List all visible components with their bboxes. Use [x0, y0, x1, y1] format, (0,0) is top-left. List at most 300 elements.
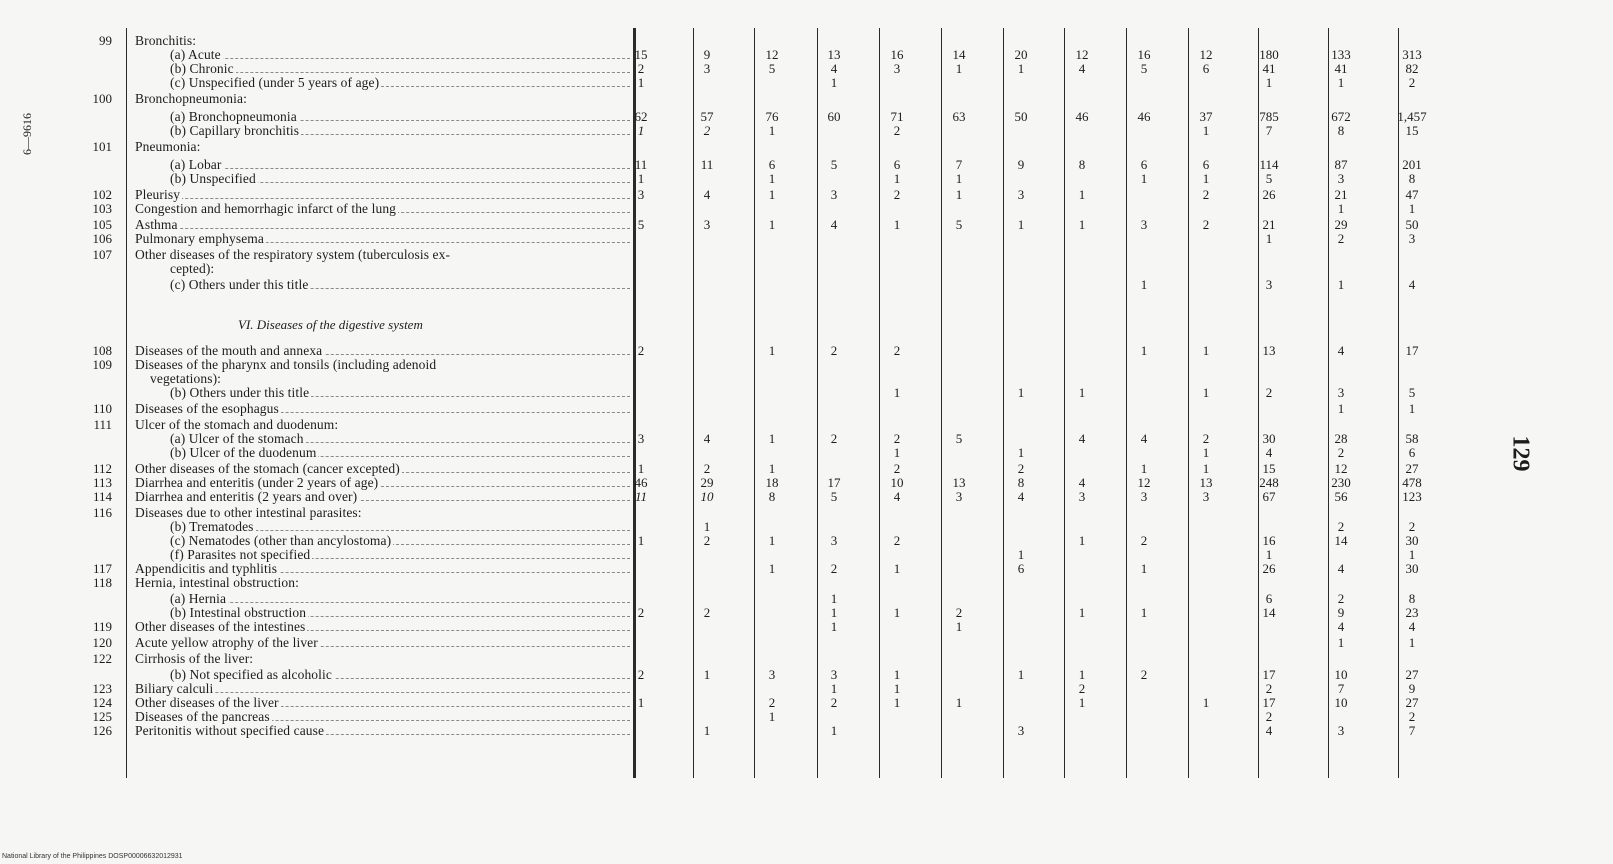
table-cell: 30	[1405, 561, 1419, 576]
table-cell: 3	[1337, 385, 1345, 400]
table-cell: 11	[634, 157, 648, 172]
table-cell: 1	[1078, 217, 1086, 232]
table-cell: 2	[1337, 445, 1345, 460]
row-label: Hernia, intestinal obstruction:	[135, 576, 299, 590]
table-cell: 6	[768, 157, 776, 172]
row-code: 117	[92, 561, 112, 576]
table-cell: 3	[1337, 723, 1345, 738]
table-row	[0, 76, 1613, 90]
table-cell: 1	[830, 605, 838, 620]
row-label: Diseases due to other intestinal parasites:	[135, 506, 362, 520]
table-cell: 10	[890, 475, 904, 490]
table-cell: 180	[1259, 47, 1279, 62]
table-cell: 13	[827, 47, 841, 62]
table-cell: 58	[1405, 431, 1419, 446]
table-cell: 1	[893, 605, 901, 620]
row-code: 114	[92, 489, 112, 504]
table-cell: 478	[1402, 475, 1422, 490]
table-cell: 5	[830, 157, 838, 172]
table-cell: 1	[1408, 547, 1416, 562]
table-cell: 29	[1334, 217, 1348, 232]
table-cell: 30	[1405, 533, 1419, 548]
row-code: 123	[92, 681, 112, 696]
row-code: 105	[92, 217, 112, 232]
table-cell: 1	[1140, 171, 1148, 186]
row-label: (b) Not specified as alcoholic	[170, 668, 332, 682]
table-cell: 1	[1337, 635, 1345, 650]
row-label: Ulcer of the stomach and duodenum:	[135, 418, 339, 432]
table-cell: 2	[1140, 533, 1148, 548]
table-cell: 2	[1265, 681, 1273, 696]
table-cell: 60	[827, 109, 841, 124]
table-cell: 1	[1140, 561, 1148, 576]
table-cell: 1	[955, 61, 963, 76]
row-code: 109	[92, 357, 112, 372]
table-cell: 3	[1078, 489, 1086, 504]
row-label: Acute yellow atrophy of the liver	[135, 636, 318, 650]
table-cell: 1	[768, 171, 776, 186]
row-label: Peritonitis without specified cause	[135, 724, 325, 738]
table-cell: 5	[768, 61, 776, 76]
table-cell: 3	[1017, 187, 1025, 202]
table-cell: 4	[703, 187, 711, 202]
table-cell: 6	[1408, 445, 1416, 460]
table-cell: 2	[637, 343, 645, 358]
table-row	[0, 490, 1613, 504]
table-cell: 1	[1202, 461, 1210, 476]
table-row	[0, 278, 1613, 292]
table-cell: 3	[1017, 723, 1025, 738]
table-cell: 2	[1408, 709, 1416, 724]
table-cell: 1	[637, 75, 645, 90]
table-cell: 2	[830, 695, 838, 710]
footer-text: National Library of the Philippines DOSP00006632012931	[2, 853, 183, 860]
table-cell: 13	[952, 475, 966, 490]
table-cell: 2	[637, 605, 645, 620]
table-cell: 3	[1337, 171, 1345, 186]
row-label: (a) Ulcer of the stomach	[170, 432, 304, 446]
table-cell: 21	[1334, 187, 1348, 202]
table-cell: 3	[830, 187, 838, 202]
table-cell: 1	[1265, 75, 1273, 90]
table-cell: 14	[1262, 605, 1276, 620]
table-cell: 2	[893, 343, 901, 358]
table-cell: 56	[1334, 489, 1348, 504]
row-label: (f) Parasites not specified	[170, 548, 311, 562]
table-cell: 1	[1140, 605, 1148, 620]
table-cell: 1	[830, 591, 838, 606]
table-row	[0, 92, 1613, 106]
row-code: 107	[92, 247, 112, 262]
row-label: Pleurisy	[135, 188, 181, 202]
table-cell: 2	[830, 561, 838, 576]
row-label: (b) Others under this title	[170, 386, 310, 400]
table-cell: 2	[893, 431, 901, 446]
table-cell: 46	[1137, 109, 1151, 124]
table-cell: 57	[700, 109, 714, 124]
table-cell: 1	[893, 217, 901, 232]
table-cell: 26	[1262, 561, 1276, 576]
table-cell: 2	[1202, 217, 1210, 232]
table-cell: 9	[1337, 605, 1345, 620]
table-cell: 15	[1262, 461, 1276, 476]
row-code: 110	[92, 401, 112, 416]
row-label: Asthma	[135, 218, 178, 232]
table-cell: 1	[955, 187, 963, 202]
table-cell: 2	[1408, 75, 1416, 90]
table-cell: 1	[1408, 201, 1416, 216]
table-cell: 2	[768, 695, 776, 710]
table-cell: 6	[1017, 561, 1025, 576]
table-cell: 201	[1402, 157, 1422, 172]
table-cell: 2	[1265, 709, 1273, 724]
table-cell: 29	[700, 475, 714, 490]
table-cell: 1	[955, 619, 963, 634]
table-cell: 2	[703, 461, 711, 476]
table-cell: 23	[1405, 605, 1419, 620]
table-cell: 1	[1202, 445, 1210, 460]
table-cell: 3	[1265, 277, 1273, 292]
table-cell: 6	[893, 157, 901, 172]
table-cell: 46	[1075, 109, 1089, 124]
row-label: (b) Unspecified	[170, 172, 256, 186]
table-cell: 41	[1262, 61, 1276, 76]
table-row	[0, 124, 1613, 138]
table-cell: 3	[637, 431, 645, 446]
table-cell: 4	[1408, 619, 1416, 634]
table-cell: 1	[893, 171, 901, 186]
table-cell: 9	[1017, 157, 1025, 172]
table-cell: 1	[1078, 533, 1086, 548]
table-cell: 2	[1408, 519, 1416, 534]
table-cell: 4	[703, 431, 711, 446]
table-cell: 17	[827, 475, 841, 490]
table-cell: 3	[1202, 489, 1210, 504]
table-cell: 3	[703, 217, 711, 232]
table-cell: 7	[955, 157, 963, 172]
table-cell: 2	[893, 187, 901, 202]
table-cell: 1	[1017, 547, 1025, 562]
table-cell: 2	[830, 431, 838, 446]
row-code: 101	[92, 139, 112, 154]
table-cell: 21	[1262, 217, 1276, 232]
table-cell: 1	[1337, 401, 1345, 416]
row-label: vegetations):	[150, 372, 222, 386]
table-cell: 1	[893, 561, 901, 576]
table-cell: 1	[1265, 547, 1273, 562]
table-cell: 2	[1337, 519, 1345, 534]
table-cell: 1	[1140, 461, 1148, 476]
table-cell: 46	[634, 475, 648, 490]
table-cell: 71	[890, 109, 904, 124]
table-cell: 7	[1265, 123, 1273, 138]
table-cell: 62	[634, 109, 648, 124]
row-code: 120	[92, 635, 112, 650]
table-cell: 17	[1262, 667, 1276, 682]
leader-dots	[170, 588, 630, 603]
table-cell: 41	[1334, 61, 1348, 76]
table-cell: 1	[1140, 277, 1148, 292]
table-cell: 4	[1408, 277, 1416, 292]
table-cell: 1	[1337, 75, 1345, 90]
table-row	[0, 344, 1613, 358]
table-cell: 3	[830, 533, 838, 548]
table-cell: 37	[1199, 109, 1213, 124]
table-cell: 230	[1331, 475, 1351, 490]
table-cell: 1	[1017, 61, 1025, 76]
table-cell: 3	[955, 489, 963, 504]
table-cell: 10	[1334, 695, 1348, 710]
table-cell: 2	[637, 61, 645, 76]
row-code: 113	[92, 475, 112, 490]
table-cell: 4	[1140, 431, 1148, 446]
table-cell: 1	[637, 123, 645, 138]
row-code: 99	[99, 33, 112, 48]
table-cell: 12	[1075, 47, 1089, 62]
table-cell: 3	[830, 667, 838, 682]
row-label: (b) Capillary bronchitis	[170, 124, 300, 138]
table-cell: 1	[703, 519, 711, 534]
table-cell: 2	[703, 533, 711, 548]
table-cell: 20	[1014, 47, 1028, 62]
row-label: Pneumonia:	[135, 140, 201, 154]
table-cell: 13	[1199, 475, 1213, 490]
row-label: (c) Nematodes (other than ancylostoma)	[170, 534, 392, 548]
table-cell: 18	[765, 475, 779, 490]
table-cell: 2	[893, 533, 901, 548]
table-cell: 2	[1017, 461, 1025, 476]
table-cell: 1	[768, 123, 776, 138]
table-cell: 1	[768, 343, 776, 358]
row-code: 118	[92, 575, 112, 590]
table-cell: 114	[1259, 157, 1279, 172]
row-label: (a) Acute	[170, 48, 221, 62]
row-label: Other diseases of the respiratory system (tuberculosis ex-	[135, 248, 451, 262]
table-cell: 10	[700, 489, 714, 504]
table-cell: 133	[1331, 47, 1351, 62]
row-label: (b) Ulcer of the duodenum	[170, 446, 317, 460]
table-cell: 4	[1337, 561, 1345, 576]
table-cell: 2	[1337, 591, 1345, 606]
table-cell: 6	[1202, 157, 1210, 172]
row-label: Diarrhea and enteritis (2 years and over)	[135, 490, 358, 504]
table-cell: 50	[1405, 217, 1419, 232]
table-cell: 1	[893, 695, 901, 710]
table-cell: 14	[1334, 533, 1348, 548]
table-cell: 12	[765, 47, 779, 62]
row-code: 103	[92, 201, 112, 216]
table-cell: 8	[1017, 475, 1025, 490]
row-label: Other diseases of the liver	[135, 696, 279, 710]
table-cell: 1	[1078, 667, 1086, 682]
row-code: 126	[92, 723, 112, 738]
table-cell: 1	[1017, 385, 1025, 400]
row-label: Other diseases of the stomach (cancer excepted)	[135, 462, 400, 476]
table-cell: 4	[830, 61, 838, 76]
table-cell: 63	[952, 109, 966, 124]
table-cell: 67	[1262, 489, 1276, 504]
table-cell: 1	[955, 171, 963, 186]
table-cell: 8	[1408, 591, 1416, 606]
table-cell: 27	[1405, 695, 1419, 710]
table-cell: 4	[1017, 489, 1025, 504]
table-cell: 1	[637, 461, 645, 476]
row-label: Diseases of the mouth and annexa	[135, 344, 323, 358]
table-cell: 6	[1202, 61, 1210, 76]
table-row	[0, 724, 1613, 738]
table-cell: 2	[1265, 385, 1273, 400]
side-code: 6—9616	[20, 113, 34, 155]
table-cell: 2	[1202, 431, 1210, 446]
table-cell: 26	[1262, 187, 1276, 202]
table-cell: 1	[768, 709, 776, 724]
table-cell: 3	[637, 187, 645, 202]
table-cell: 5	[1140, 61, 1148, 76]
table-cell: 6	[1265, 591, 1273, 606]
row-label: Bronchitis:	[135, 34, 197, 48]
table-cell: 15	[1405, 123, 1419, 138]
row-label: Diseases of the esophagus	[135, 402, 279, 416]
table-cell: 3	[1140, 217, 1148, 232]
table-row	[0, 636, 1613, 650]
table-cell: 4	[1265, 723, 1273, 738]
row-label: Diarrhea and enteritis (under 2 years of age)	[135, 476, 379, 490]
table-row	[0, 358, 1613, 372]
table-cell: 9	[703, 47, 711, 62]
table-cell: 5	[955, 431, 963, 446]
table-cell: 5	[1408, 385, 1416, 400]
table-cell: 1	[703, 667, 711, 682]
table-cell: 12	[1199, 47, 1213, 62]
table-cell: 4	[830, 217, 838, 232]
table-cell: 1	[1017, 445, 1025, 460]
table-cell: 1	[830, 723, 838, 738]
table-cell: 9	[1408, 681, 1416, 696]
table-cell: 123	[1402, 489, 1422, 504]
table-cell: 1	[1337, 201, 1345, 216]
table-cell: 4	[1265, 445, 1273, 460]
row-label: (c) Unspecified (under 5 years of age)	[170, 76, 380, 90]
row-code: 111	[93, 417, 112, 432]
table-cell: 1	[893, 667, 901, 682]
table-cell: 4	[1078, 475, 1086, 490]
table-cell: 672	[1331, 109, 1351, 124]
table-cell: 1	[893, 445, 901, 460]
row-label: Appendicitis and typhlitis	[135, 562, 278, 576]
table-cell: 2	[1140, 667, 1148, 682]
table-cell: 1	[955, 695, 963, 710]
row-code: 108	[92, 343, 112, 358]
table-cell: 2	[893, 461, 901, 476]
section-heading: VI. Diseases of the digestive system	[238, 317, 423, 332]
table-cell: 8	[1078, 157, 1086, 172]
row-code: 124	[92, 695, 112, 710]
row-code: 106	[92, 231, 112, 246]
table-cell: 4	[1078, 431, 1086, 446]
table-cell: 1	[1408, 635, 1416, 650]
table-cell: 28	[1334, 431, 1348, 446]
table-cell: 1	[637, 533, 645, 548]
table-cell: 1	[1408, 401, 1416, 416]
table-cell: 1	[768, 533, 776, 548]
table-cell: 1	[768, 431, 776, 446]
leader-dots	[170, 44, 630, 59]
table-cell: 4	[1337, 343, 1345, 358]
leader-dots	[170, 58, 630, 73]
table-cell: 7	[1408, 723, 1416, 738]
table-cell: 1	[703, 723, 711, 738]
table-cell: 30	[1262, 431, 1276, 446]
table-cell: 2	[1078, 681, 1086, 696]
page-number: 129	[1507, 435, 1534, 472]
table-cell: 50	[1014, 109, 1028, 124]
table-cell: 82	[1405, 61, 1419, 76]
table-cell: 1,457	[1397, 109, 1427, 124]
table-cell: 1	[1202, 343, 1210, 358]
table-cell: 1	[1017, 667, 1025, 682]
table-cell: 5	[1265, 171, 1273, 186]
table-cell: 1	[830, 681, 838, 696]
table-cell: 1	[1078, 385, 1086, 400]
table-cell: 1	[1078, 695, 1086, 710]
table-cell: 6	[1140, 157, 1148, 172]
table-cell: 7	[1337, 681, 1345, 696]
table-row	[0, 140, 1613, 154]
table-cell: 5	[955, 217, 963, 232]
table-cell: 16	[890, 47, 904, 62]
row-code: 119	[92, 619, 112, 634]
row-label: (b) Intestinal obstruction	[170, 606, 307, 620]
row-label: Biliary calculi	[135, 682, 214, 696]
table-cell: 3	[768, 667, 776, 682]
table-cell: 2	[637, 667, 645, 682]
table-cell: 1	[893, 681, 901, 696]
row-label: (a) Hernia	[170, 592, 227, 606]
row-code: 102	[92, 187, 112, 202]
row-label: Diseases of the pharynx and tonsils (including adenoid	[135, 358, 437, 372]
table-cell: 2	[703, 605, 711, 620]
leader-dots	[170, 154, 630, 169]
table-row	[0, 562, 1613, 576]
table-cell: 16	[1262, 533, 1276, 548]
row-label: Congestion and hemorrhagic infarct of the lung	[135, 202, 397, 216]
table-cell: 2	[955, 605, 963, 620]
table-cell: 1	[1078, 187, 1086, 202]
table-cell: 13	[1262, 343, 1276, 358]
table-cell: 16	[1137, 47, 1151, 62]
table-cell: 3	[893, 61, 901, 76]
table-cell: 1	[830, 619, 838, 634]
table-cell: 17	[1405, 343, 1419, 358]
table-cell: 87	[1334, 157, 1348, 172]
table-cell: 1	[1078, 605, 1086, 620]
row-code: 116	[92, 505, 112, 520]
table-cell: 1	[1140, 343, 1148, 358]
table-cell: 1	[1202, 385, 1210, 400]
table-cell: 1	[637, 695, 645, 710]
row-label: Bronchopneumonia:	[135, 92, 247, 106]
table-cell: 8	[1408, 171, 1416, 186]
table-cell: 11	[634, 489, 648, 504]
table-cell: 313	[1402, 47, 1422, 62]
row-label: (b) Chronic	[170, 62, 234, 76]
table-cell: 1	[1265, 231, 1273, 246]
table-cell: 1	[637, 171, 645, 186]
row-label: (a) Lobar	[170, 158, 222, 172]
table-cell: 2	[893, 123, 901, 138]
table-cell: 2	[1202, 187, 1210, 202]
table-cell: 27	[1405, 461, 1419, 476]
